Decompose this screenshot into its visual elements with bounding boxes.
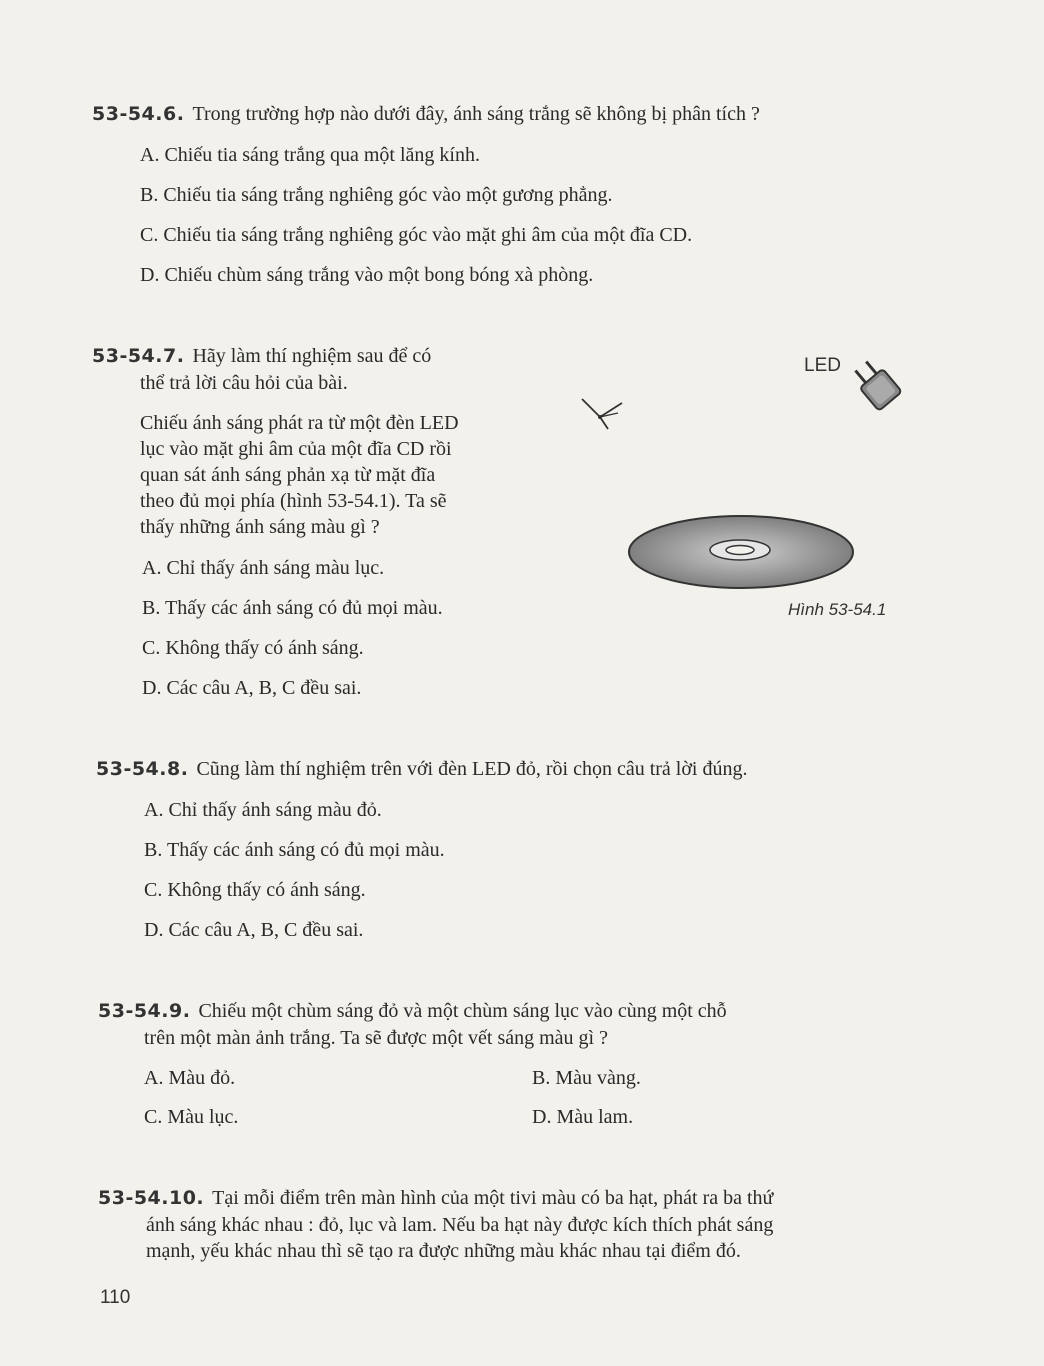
question-8-option-d: D. Các câu A, B, C đều sai. xyxy=(144,919,364,941)
question-10-text-line3: mạnh, yếu khác nhau thì sẽ tạo ra được những màu khác nhau tại điểm đó. xyxy=(146,1240,741,1262)
question-8-text: Cũng làm thí nghiệm trên với đèn LED đỏ, rồi chọn câu trả lời đúng. xyxy=(196,758,748,780)
led-plug-icon xyxy=(846,352,916,422)
question-9-text-line2: trên một màn ảnh trắng. Ta sẽ được một vết sáng màu gì ? xyxy=(144,1027,608,1049)
question-9-number: 53-54.9. xyxy=(98,1000,191,1022)
question-6-option-b: B. Chiếu tia sáng trắng nghiêng góc vào một gương phẳng. xyxy=(140,184,613,206)
question-7-body-line3: quan sát ánh sáng phản xạ từ mặt đĩa xyxy=(140,464,436,486)
question-6-option-d: D. Chiếu chùm sáng trắng vào một bong bóng xà phòng. xyxy=(140,264,594,286)
question-7-number: 53-54.7. xyxy=(92,345,185,367)
question-6-option-c: C. Chiếu tia sáng trắng nghiêng góc vào mặt ghi âm của một đĩa CD. xyxy=(140,224,693,246)
question-8-option-c: C. Không thấy có ánh sáng. xyxy=(144,879,366,901)
question-7-text-line1: Hãy làm thí nghiệm sau để có xyxy=(192,345,432,367)
question-7-body-line5: thấy những ánh sáng màu gì ? xyxy=(140,516,380,538)
question-9 xyxy=(98,998,910,1025)
figure-caption: Hình 53-54.1 xyxy=(788,600,887,619)
question-8 xyxy=(96,756,747,783)
question-6 xyxy=(92,101,912,128)
question-6-text: Trong trường hợp nào dưới đây, ánh sáng trắng sẽ không bị phân tích ? xyxy=(192,103,760,125)
question-8-option-a: A. Chỉ thấy ánh sáng màu đỏ. xyxy=(144,799,382,821)
question-7-option-a: A. Chỉ thấy ánh sáng màu lục. xyxy=(142,557,385,579)
question-10 xyxy=(98,1185,910,1212)
question-9-option-d: D. Màu lam. xyxy=(532,1106,634,1128)
light-ray-icon xyxy=(578,395,628,435)
question-10-text-line2: ánh sáng khác nhau : đỏ, lục và lam. Nếu ba hạt này được kích thích phát sáng xyxy=(146,1214,774,1236)
cd-disc-icon xyxy=(626,512,856,592)
question-6-option-a: A. Chiếu tia sáng trắng qua một lăng kính. xyxy=(140,144,480,166)
question-7-text-line2: thể trả lời câu hỏi của bài. xyxy=(140,372,348,394)
question-9-option-c: C. Màu lục. xyxy=(144,1106,239,1128)
question-10-text-line1: Tại mỗi điểm trên màn hình của một tivi màu có ba hạt, phát ra ba thứ xyxy=(212,1187,774,1209)
question-9-text-line1: Chiếu một chùm sáng đỏ và một chùm sáng lục vào cùng một chỗ xyxy=(198,1000,727,1022)
led-label: LED xyxy=(804,355,841,376)
question-7 xyxy=(92,343,431,370)
question-10-number: 53-54.10. xyxy=(98,1187,205,1209)
question-6-number: 53-54.6. xyxy=(92,103,185,125)
question-7-body-line4: theo đủ mọi phía (hình 53-54.1). Ta sẽ xyxy=(140,490,447,512)
question-8-option-b: B. Thấy các ánh sáng có đủ mọi màu. xyxy=(144,839,445,861)
question-7-option-d: D. Các câu A, B, C đều sai. xyxy=(142,677,362,699)
question-7-body-line2: lục vào mặt ghi âm của một đĩa CD rồi xyxy=(140,438,452,460)
page-number: 110 xyxy=(100,1287,131,1308)
question-7-body-line1: Chiếu ánh sáng phát ra từ một đèn LED xyxy=(140,412,459,434)
question-9-option-b: B. Màu vàng. xyxy=(532,1067,641,1089)
question-8-number: 53-54.8. xyxy=(96,758,189,780)
question-9-option-a: A. Màu đỏ. xyxy=(144,1067,236,1089)
question-7-option-c: C. Không thấy có ánh sáng. xyxy=(142,637,364,659)
question-7-option-b: B. Thấy các ánh sáng có đủ mọi màu. xyxy=(142,597,443,619)
